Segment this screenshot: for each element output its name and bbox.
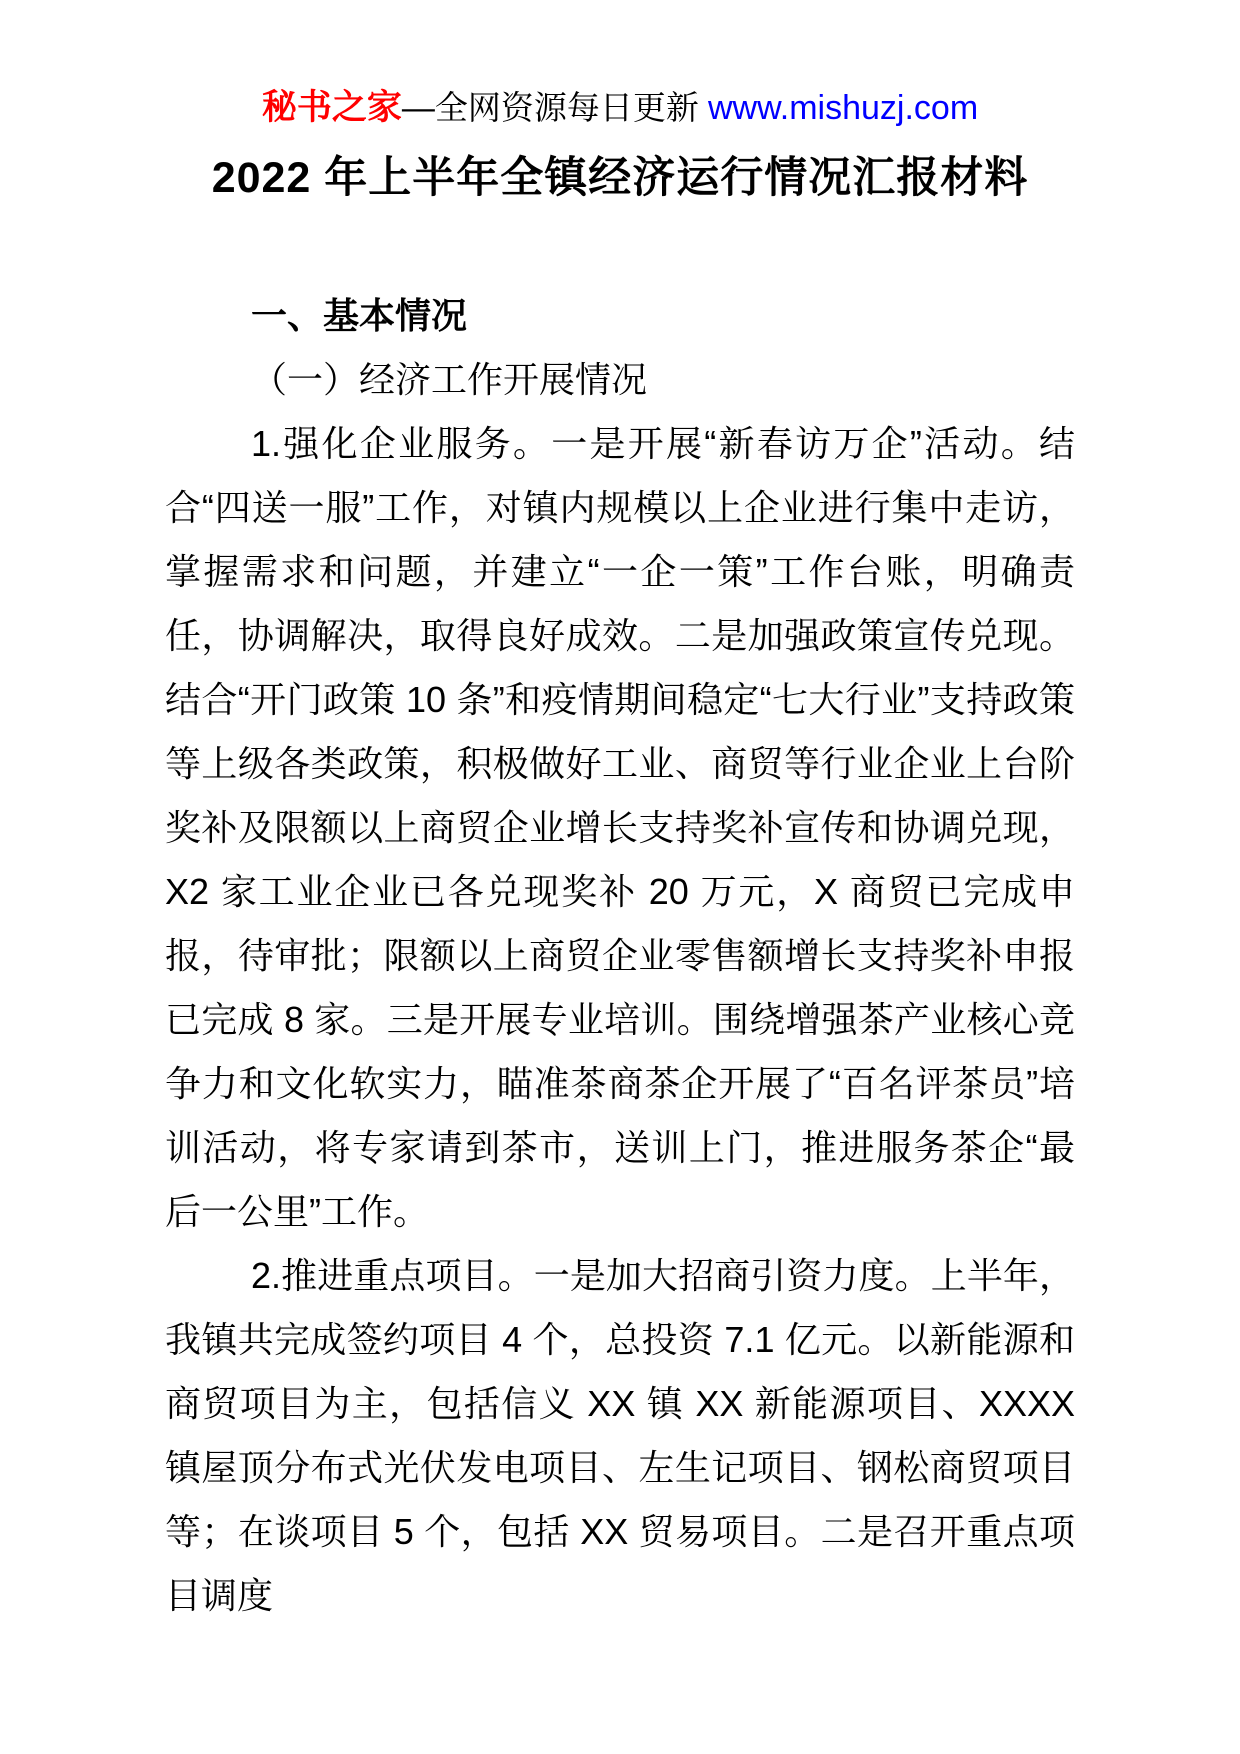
site-url-link[interactable]: www.mishuzj.com xyxy=(708,89,979,127)
paragraph-3: 1.强化企业服务。一是开展“新春访万企”活动。结合“四送一服”工作，对镇内规模以上企业进行集中走访，掌握需求和问题，并建立“一企一策”工作台账，明确责任，协调解决，取得良好成效。二是加强政策宣传兑现。结合“开门政策 10 条”和疫情期间稳定“七大行业”支持政策等上级各类政策，积极做好工业、商贸等行业企业上台阶奖补及限额以上商贸企业增长支持奖补宣传和协调兑现，X2 家工业企业已各兑现奖补 20 万元，X 商贸已完成申报，待审批；限额以上商贸企业零售额增长支持奖补申报已完成 8 家。三是开展专业培训。围绕增强茶产业核心竞争力和文化软实力，瞄准茶商茶企开展了“百名评茶员”培训活动，将专家请到茶市，送训上门，推进服务茶企“最后一公里”工作。 xyxy=(165,423,1075,1232)
site-tagline: —全网资源每日更新 xyxy=(401,89,708,126)
document-body xyxy=(165,284,1075,1628)
paragraph-2: （一）经济工作开展情况 xyxy=(251,359,648,400)
paragraph-4: 2.推进重点项目。一是加大招商引资力度。上半年，我镇共完成签约项目 4 个，总投资 7.1 亿元。以新能源和商贸项目为主，包括信义 XX 镇 XX 新能源项目、XXXX 镇屋顶分布式光伏发电项目、左生记项目、钢松商贸项目等；在谈项目 5 个，包括 XX 贸易项目。二是召开重点项目调度 xyxy=(165,1255,1075,1616)
site-watermark xyxy=(165,86,1075,130)
paragraph-1: 一、基本情况 xyxy=(251,295,468,336)
site-brand: 秘书之家 xyxy=(261,88,402,127)
document-title: 2022 年上半年全镇经济运行情况汇报材料 xyxy=(211,154,1029,202)
